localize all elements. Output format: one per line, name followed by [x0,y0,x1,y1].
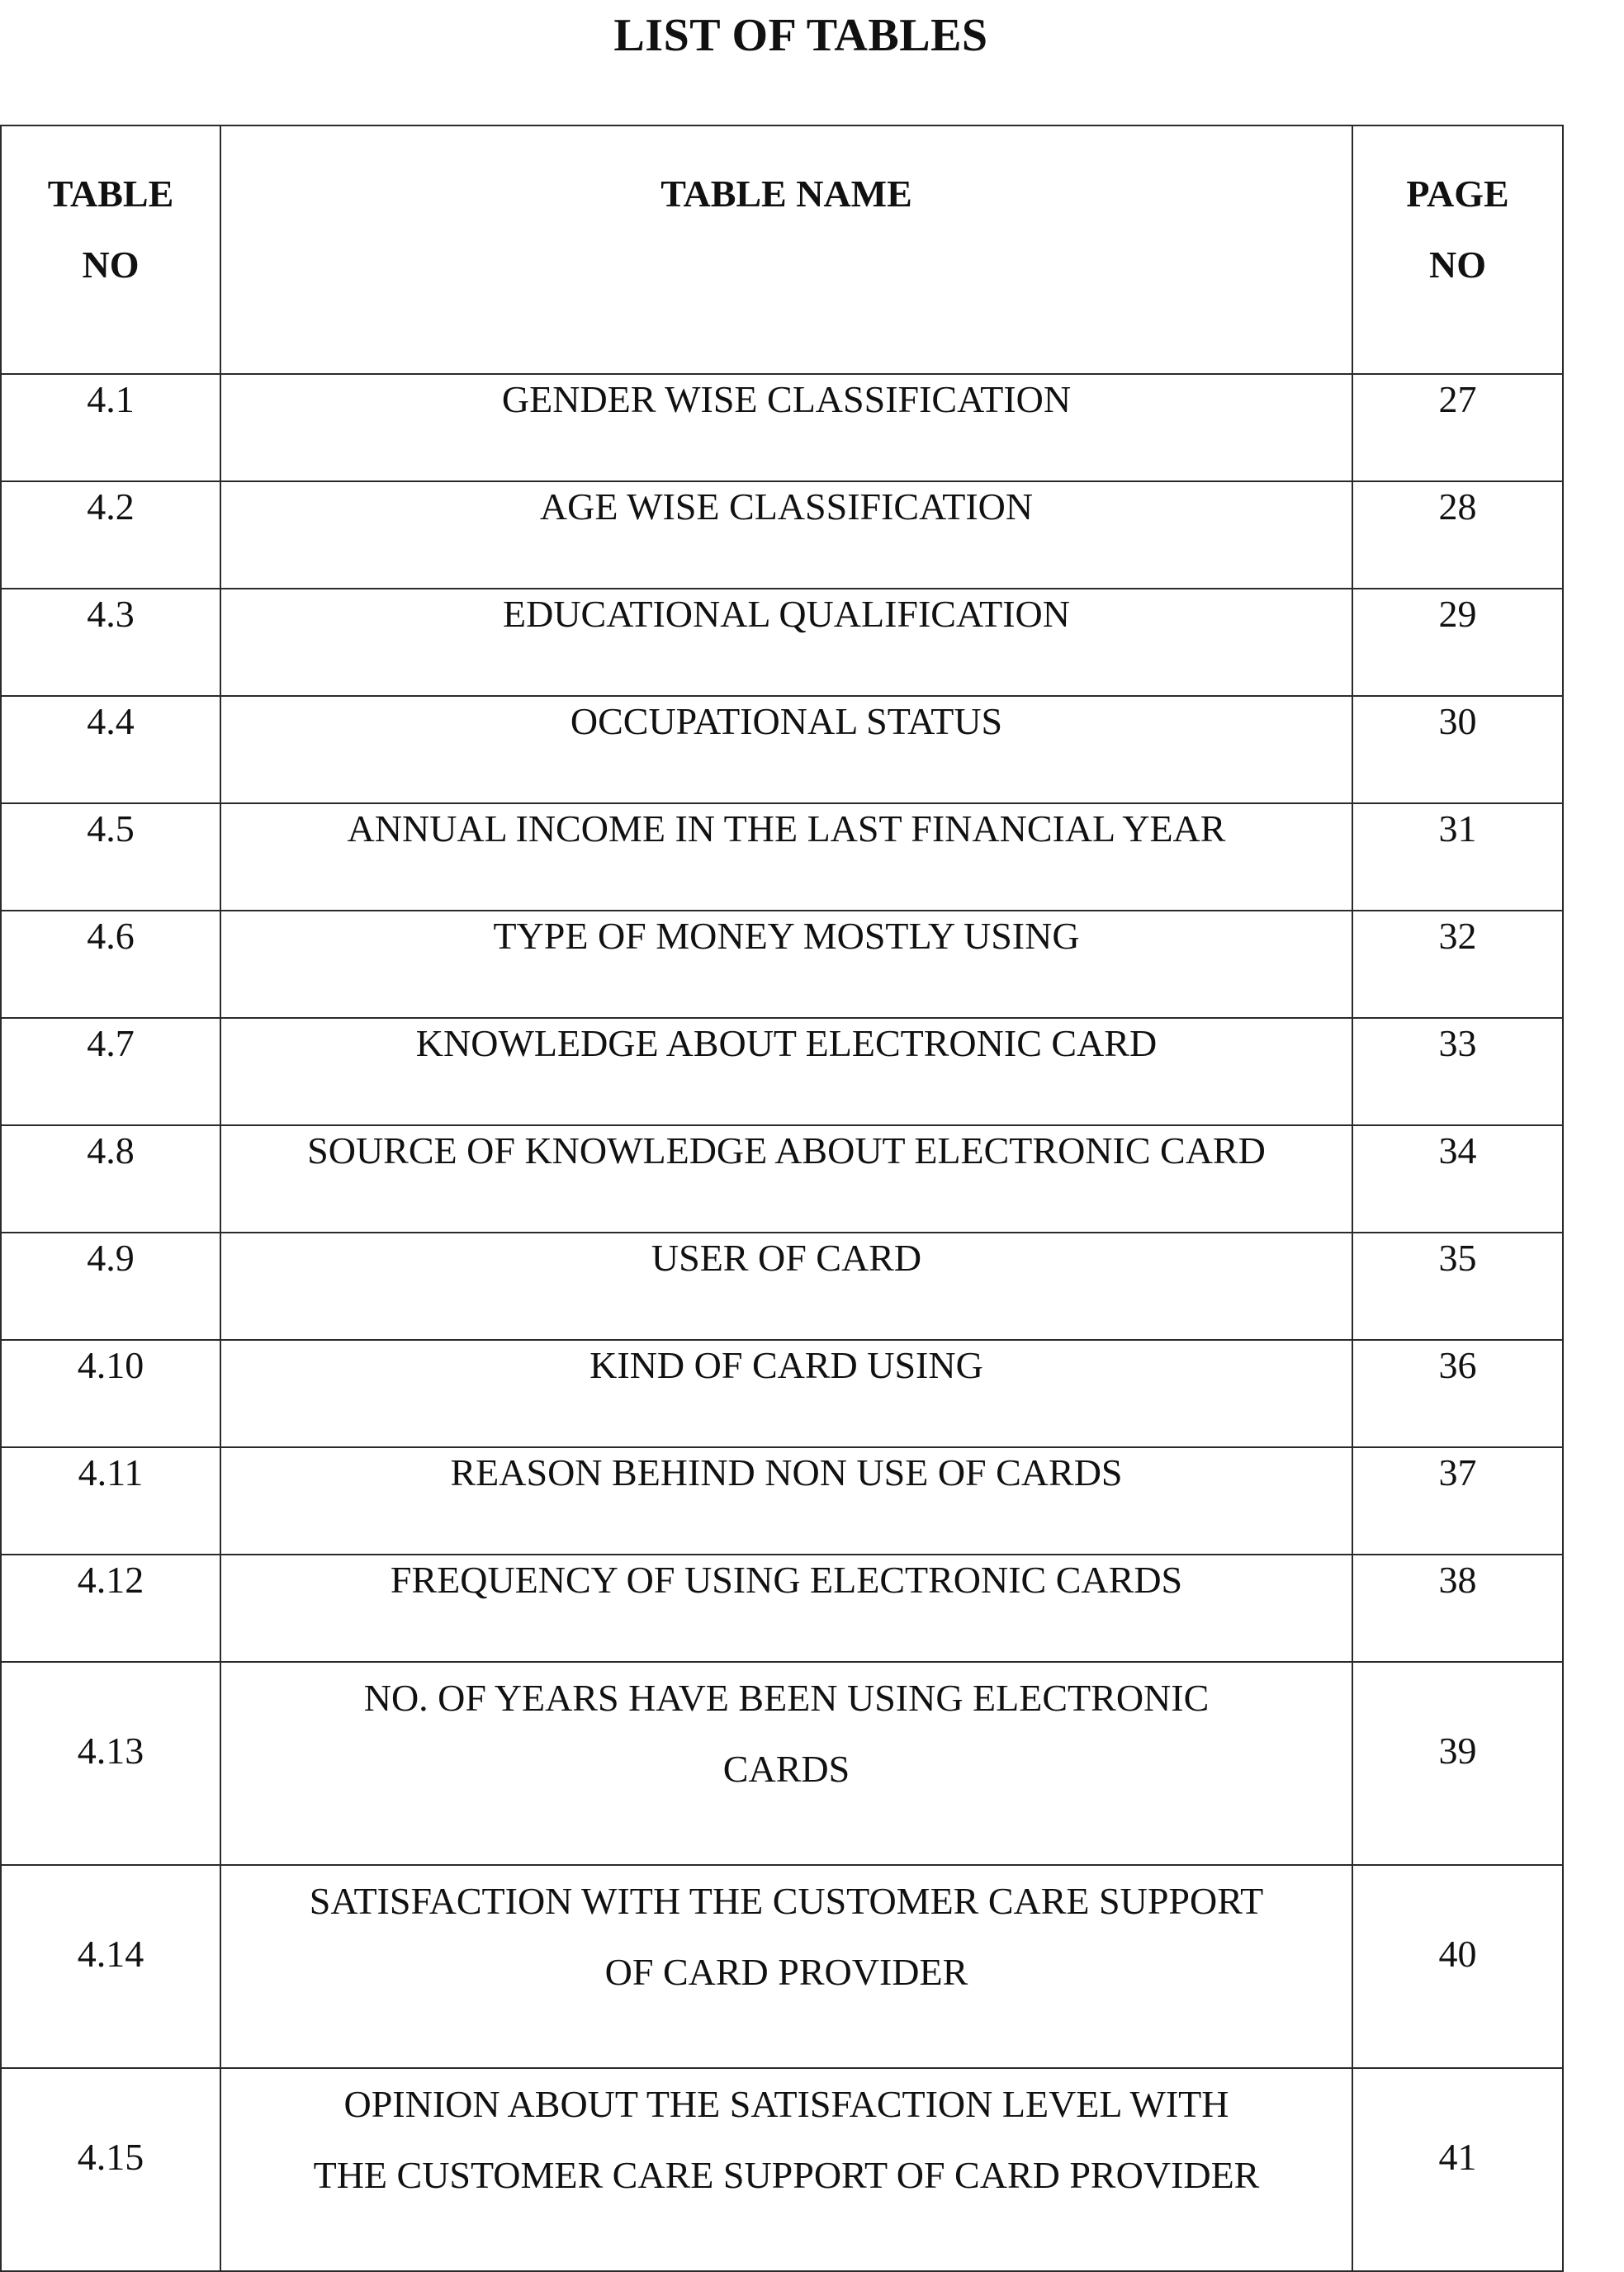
table-name-line1: NO. OF YEARS HAVE BEEN USING ELECTRONIC [363,1677,1210,1719]
page-no-cell: 31 [1352,803,1563,911]
table-name-cell: FREQUENCY OF USING ELECTRONIC CARDS [220,1555,1352,1662]
table-row [1,1865,1563,2068]
table-name-cell: REASON BEHIND NON USE OF CARDS [220,1447,1352,1555]
table-no-cell: 4.12 [1,1555,220,1662]
table-row [1,481,1563,589]
header-table-name-text: TABLE NAME [660,172,912,215]
page-no-cell: 30 [1352,696,1563,803]
table-row [1,1662,1563,1865]
header-table-no [1,125,220,374]
table-no-cell: 4.1 [1,374,220,481]
table-row [1,374,1563,481]
table-name-cell [220,1865,1352,2068]
header-table-name [220,125,1352,374]
table-no-cell: 4.2 [1,481,220,589]
table-name-cell: KIND OF CARD USING [220,1340,1352,1447]
table-name-line2: THE CUSTOMER CARE SUPPORT OF CARD PROVIDER [313,2154,1260,2196]
table-name-cell: TYPE OF MONEY MOSTLY USING [220,911,1352,1018]
table-name-line1: OPINION ABOUT THE SATISFACTION LEVEL WITH [343,2083,1229,2125]
table-row [1,589,1563,696]
page-no-cell: 36 [1352,1340,1563,1447]
table-row [1,1340,1563,1447]
table-header-row [1,125,1563,374]
page-no-cell: 29 [1352,589,1563,696]
page-no-cell: 32 [1352,911,1563,1018]
table-name-cell: USER OF CARD [220,1233,1352,1340]
table-row [1,2068,1563,2271]
table-no-cell: 4.3 [1,589,220,696]
table-no-cell: 4.13 [1,1662,220,1865]
page-no-cell: 35 [1352,1233,1563,1340]
table-name-cell: EDUCATIONAL QUALIFICATION [220,589,1352,696]
header-table-no-line2: NO [82,243,140,286]
list-of-tables [0,125,1564,2272]
page-no-cell: 38 [1352,1555,1563,1662]
table-name-cell [220,2068,1352,2271]
table-no-cell: 4.8 [1,1125,220,1233]
table-row [1,911,1563,1018]
table-no-cell: 4.11 [1,1447,220,1555]
table-name-cell: KNOWLEDGE ABOUT ELECTRONIC CARD [220,1018,1352,1125]
table-name-line2: CARDS [722,1748,850,1790]
table-name-cell: OCCUPATIONAL STATUS [220,696,1352,803]
page-no-cell: 40 [1352,1865,1563,2068]
table-name-cell: ANNUAL INCOME IN THE LAST FINANCIAL YEAR [220,803,1352,911]
header-page-no-line2: NO [1429,243,1486,286]
page-no-cell: 28 [1352,481,1563,589]
table-no-cell: 4.9 [1,1233,220,1340]
table-no-cell: 4.10 [1,1340,220,1447]
page-no-cell: 39 [1352,1662,1563,1865]
header-page-no-line1: PAGE [1406,172,1509,215]
table-no-cell: 4.6 [1,911,220,1018]
table-row [1,803,1563,911]
table-name-cell: AGE WISE CLASSIFICATION [220,481,1352,589]
page-no-cell: 41 [1352,2068,1563,2271]
header-table-no-line1: TABLE [47,172,174,215]
page-no-cell: 37 [1352,1447,1563,1555]
table-row [1,1447,1563,1555]
table-name-cell: GENDER WISE CLASSIFICATION [220,374,1352,481]
table-row [1,1555,1563,1662]
table-row [1,696,1563,803]
table-row [1,1125,1563,1233]
table-row [1,1018,1563,1125]
table-name-cell: SOURCE OF KNOWLEDGE ABOUT ELECTRONIC CARD [220,1125,1352,1233]
page-title: LIST OF TABLES [613,10,988,61]
table-name-line1: SATISFACTION WITH THE CUSTOMER CARE SUPPORT [309,1880,1264,1922]
page-no-cell: 33 [1352,1018,1563,1125]
table-name-cell [220,1662,1352,1865]
table-no-cell: 4.5 [1,803,220,911]
header-page-no [1352,125,1563,374]
page-no-cell: 27 [1352,374,1563,481]
table-name-line2: OF CARD PROVIDER [604,1951,968,1993]
table-no-cell: 4.7 [1,1018,220,1125]
page-no-cell: 34 [1352,1125,1563,1233]
table-no-cell: 4.14 [1,1865,220,2068]
table-no-cell: 4.4 [1,696,220,803]
table-no-cell: 4.15 [1,2068,220,2271]
table-row [1,1233,1563,1340]
